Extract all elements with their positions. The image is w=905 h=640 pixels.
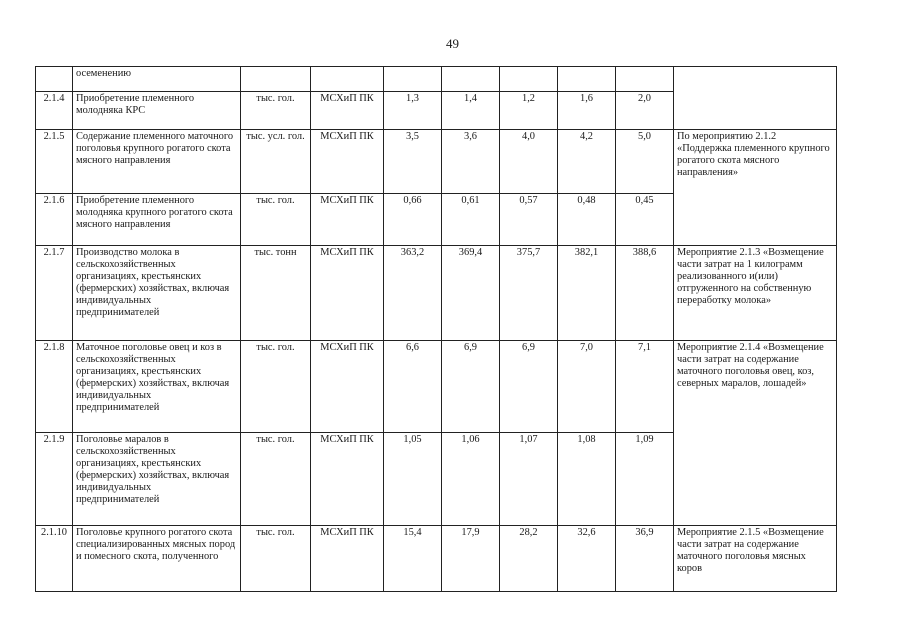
value-cell: 0,66	[384, 194, 442, 246]
measure-note	[674, 67, 837, 130]
executor-cell: МСХиП ПК	[311, 526, 384, 592]
unit-cell: тыс. усл. гол.	[241, 130, 311, 194]
unit-cell	[241, 67, 311, 92]
indicators-table	[35, 66, 837, 592]
value-cell: 7,1	[616, 341, 674, 433]
value-cell: 1,05	[384, 433, 442, 526]
table-row	[36, 130, 837, 194]
row-number: 2.1.8	[36, 341, 73, 433]
executor-cell: МСХиП ПК	[311, 130, 384, 194]
indicator-name: Содержание племенного маточного поголовья крупного рогатого скота мясного направления	[73, 130, 241, 194]
unit-cell: тыс. тонн	[241, 246, 311, 341]
value-cell: 1,09	[616, 433, 674, 526]
value-cell	[500, 67, 558, 92]
indicator-name: Производство молока в сельскохозяйственных организациях, крестьянских (фермерских) хозяйствах, включая индивидуальных предпринимателей	[73, 246, 241, 341]
value-cell: 32,6	[558, 526, 616, 592]
value-cell	[558, 67, 616, 92]
value-cell: 36,9	[616, 526, 674, 592]
measure-note-2-1-4: Мероприятие 2.1.4 «Возмещение части затрат на содержание маточного поголовья овец, коз, северных маралов, лошадей»	[674, 341, 837, 526]
indicator-name: Поголовье крупного рогатого скота специализированных мясных пород и помесного скота, полученного	[73, 526, 241, 592]
value-cell: 1,06	[442, 433, 500, 526]
indicator-name: Приобретение племенного молодняка КРС	[73, 92, 241, 130]
value-cell: 382,1	[558, 246, 616, 341]
value-cell: 6,9	[442, 341, 500, 433]
page-number: 49	[446, 36, 459, 51]
value-cell: 0,48	[558, 194, 616, 246]
executor-cell: МСХиП ПК	[311, 194, 384, 246]
row-number: 2.1.5	[36, 130, 73, 194]
value-cell: 369,4	[442, 246, 500, 341]
measure-note-2-1-3: Мероприятие 2.1.3 «Возмещение части затрат на 1 килограмм реализованного и(или) отгруженного на собственную переработку молока»	[674, 246, 837, 341]
table-row	[36, 246, 837, 341]
value-cell: 6,6	[384, 341, 442, 433]
unit-cell: тыс. гол.	[241, 341, 311, 433]
row-number: 2.1.6	[36, 194, 73, 246]
unit-cell: тыс. гол.	[241, 526, 311, 592]
measure-note-2-1-2: По мероприятию 2.1.2 «Поддержка племенного крупного рогатого скота мясного направления»	[674, 130, 837, 246]
value-cell: 0,61	[442, 194, 500, 246]
row-number: 2.1.10	[36, 526, 73, 592]
row-number: 2.1.7	[36, 246, 73, 341]
value-cell: 7,0	[558, 341, 616, 433]
value-cell: 4,0	[500, 130, 558, 194]
table-row	[36, 526, 837, 592]
table-row	[36, 341, 837, 433]
indicator-name: осеменению	[73, 67, 241, 92]
value-cell: 1,3	[384, 92, 442, 130]
value-cell: 15,4	[384, 526, 442, 592]
unit-cell: тыс. гол.	[241, 92, 311, 130]
value-cell: 388,6	[616, 246, 674, 341]
value-cell: 1,08	[558, 433, 616, 526]
value-cell: 6,9	[500, 341, 558, 433]
value-cell: 5,0	[616, 130, 674, 194]
value-cell: 1,6	[558, 92, 616, 130]
row-number	[36, 67, 73, 92]
value-cell: 363,2	[384, 246, 442, 341]
value-cell: 0,45	[616, 194, 674, 246]
table-row	[36, 67, 837, 92]
executor-cell: МСХиП ПК	[311, 246, 384, 341]
unit-cell: тыс. гол.	[241, 433, 311, 526]
value-cell: 1,4	[442, 92, 500, 130]
value-cell: 2,0	[616, 92, 674, 130]
value-cell	[616, 67, 674, 92]
executor-cell	[311, 67, 384, 92]
row-number: 2.1.4	[36, 92, 73, 130]
executor-cell: МСХиП ПК	[311, 92, 384, 130]
executor-cell: МСХиП ПК	[311, 433, 384, 526]
indicator-name: Приобретение племенного молодняка крупного рогатого скота мясного направления	[73, 194, 241, 246]
value-cell: 1,2	[500, 92, 558, 130]
value-cell	[442, 67, 500, 92]
measure-note-2-1-5: Мероприятие 2.1.5 «Возмещение части затрат на содержание маточного поголовья мясных коров	[674, 526, 837, 592]
value-cell: 17,9	[442, 526, 500, 592]
indicator-name: Маточное поголовье овец и коз в сельскохозяйственных организациях, крестьянских (фермерских) хозяйствах, включая индивидуальных предпринимателей	[73, 341, 241, 433]
value-cell: 4,2	[558, 130, 616, 194]
executor-cell: МСХиП ПК	[311, 341, 384, 433]
value-cell	[384, 67, 442, 92]
value-cell: 3,5	[384, 130, 442, 194]
value-cell: 0,57	[500, 194, 558, 246]
indicator-name: Поголовье маралов в сельскохозяйственных организациях, крестьянских (фермерских) хозяйствах, включая индивидуальных предпринимателей	[73, 433, 241, 526]
value-cell: 28,2	[500, 526, 558, 592]
value-cell: 375,7	[500, 246, 558, 341]
row-number: 2.1.9	[36, 433, 73, 526]
unit-cell: тыс. гол.	[241, 194, 311, 246]
value-cell: 3,6	[442, 130, 500, 194]
value-cell: 1,07	[500, 433, 558, 526]
